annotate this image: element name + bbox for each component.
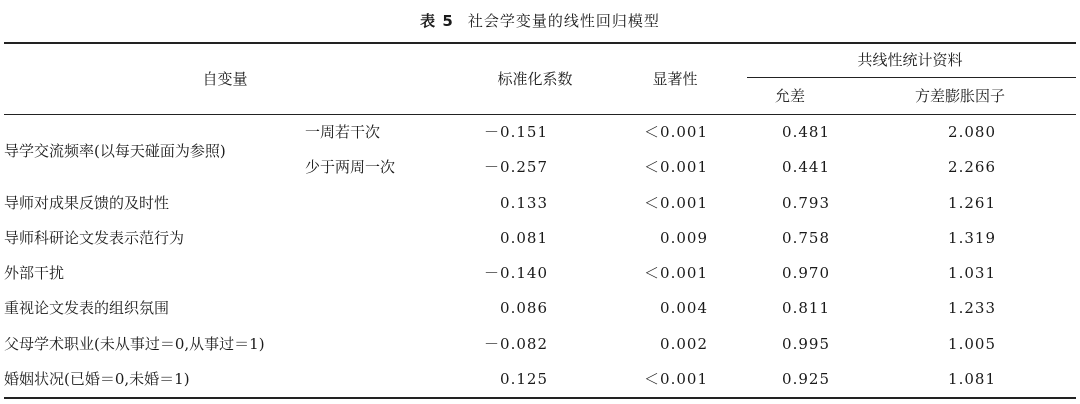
- coef-value: 0.133: [500, 194, 548, 212]
- vif-value: 1.031: [948, 264, 996, 282]
- table-caption: [0, 10, 1080, 31]
- bottom-rule: [4, 397, 1076, 399]
- coef-value: －0.140: [484, 264, 548, 282]
- tolerance-value: 0.481: [782, 123, 830, 141]
- row-sublabel: 一周若干次: [305, 123, 381, 141]
- tolerance-value: 0.970: [782, 264, 830, 282]
- coef-value: 0.081: [500, 229, 548, 247]
- tolerance-value: 0.811: [782, 299, 830, 317]
- vif-value: 1.233: [948, 299, 996, 317]
- vif-value: 2.266: [948, 158, 996, 176]
- table-title: 社会学变量的线性回归模型: [467, 12, 660, 30]
- vif-value: 1.261: [948, 194, 996, 212]
- tolerance-value: 0.793: [782, 194, 830, 212]
- vif-value: 1.005: [948, 335, 996, 353]
- sig-value: 0.009: [660, 229, 708, 247]
- vif-value: 1.319: [948, 229, 996, 247]
- row-sublabel: 少于两周一次: [305, 158, 396, 176]
- sig-value: ＜0.001: [644, 264, 708, 282]
- sig-value: ＜0.001: [644, 194, 708, 212]
- row-label: 外部干扰: [4, 264, 65, 282]
- top-rule: [4, 42, 1076, 44]
- sig-value: ＜0.001: [644, 158, 708, 176]
- tolerance-value: 0.925: [782, 370, 830, 388]
- coef-value: 0.086: [500, 299, 548, 317]
- coef-value: －0.257: [484, 158, 548, 176]
- header-rule: [4, 114, 1076, 115]
- table-number: 表 5: [420, 12, 454, 30]
- header-variable: 自变量: [202, 70, 248, 88]
- row-label: 重视论文发表的组织氛围: [4, 299, 170, 317]
- sig-value: 0.004: [660, 299, 708, 317]
- header-tolerance: 允差: [774, 87, 805, 105]
- collinearity-subrule: [747, 77, 1076, 78]
- sig-value: ＜0.001: [644, 123, 708, 141]
- header-collinearity: 共线性统计资料: [857, 51, 963, 69]
- row-label: 导学交流频率(以每天碰面为参照): [4, 142, 226, 160]
- sig-value: ＜0.001: [644, 370, 708, 388]
- header-std-coef: 标准化系数: [497, 70, 573, 88]
- header-significance: 显著性: [652, 70, 698, 88]
- tolerance-value: 0.758: [782, 229, 830, 247]
- row-label: 导师对成果反馈的及时性: [4, 194, 170, 212]
- coef-value: －0.151: [484, 123, 548, 141]
- sig-value: 0.002: [660, 335, 708, 353]
- tolerance-value: 0.441: [782, 158, 830, 176]
- vif-value: 1.081: [948, 370, 996, 388]
- coef-value: －0.082: [484, 335, 548, 353]
- row-label: 婚姻状况(已婚＝0,未婚＝1): [4, 370, 190, 388]
- row-label: 导师科研论文发表示范行为: [4, 229, 185, 247]
- coef-value: 0.125: [500, 370, 548, 388]
- vif-value: 2.080: [948, 123, 996, 141]
- row-label: 父母学术职业(未从事过＝0,从事过＝1): [4, 335, 265, 353]
- header-vif: 方差膨胀因子: [914, 87, 1005, 105]
- tolerance-value: 0.995: [782, 335, 830, 353]
